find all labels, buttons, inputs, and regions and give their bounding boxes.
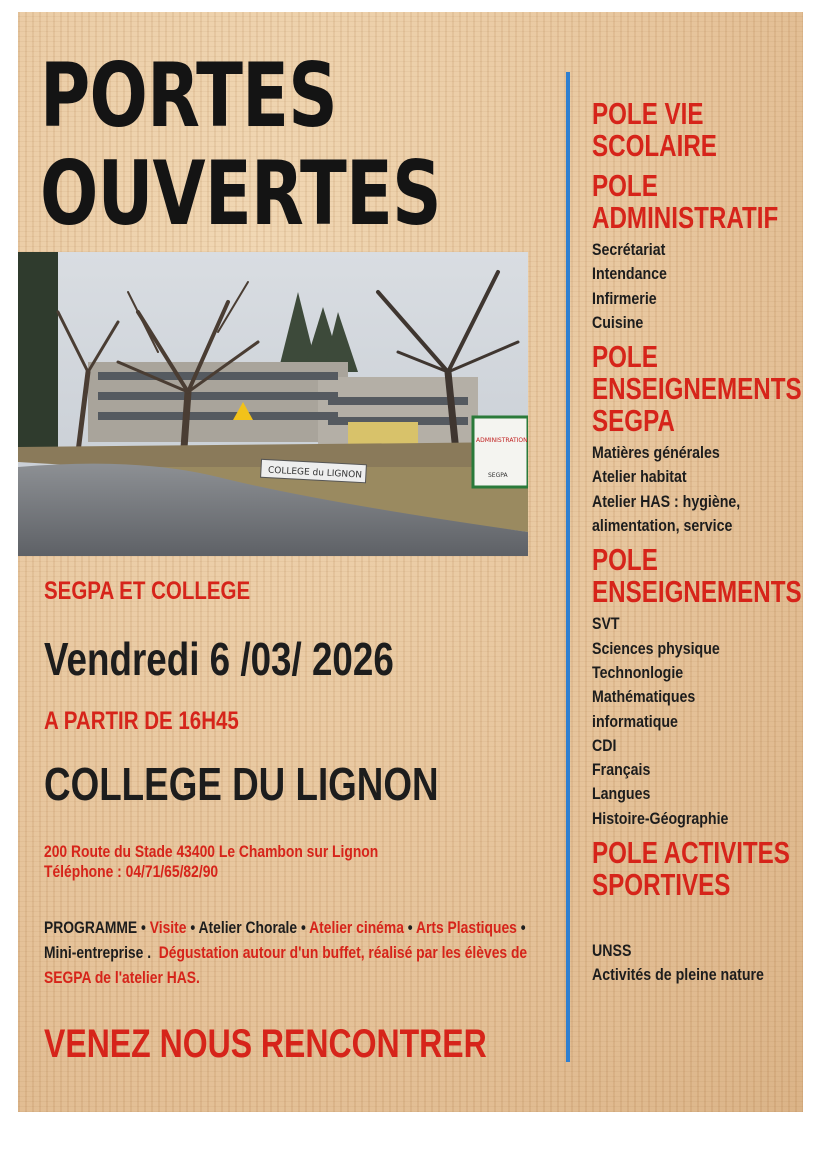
photo-board-title: ADMINISTRATION [476,437,528,444]
list-item: UNSS [592,942,632,961]
venez-heading: VENEZ NOUS RENCONTRER [44,1022,487,1066]
separator: • [186,919,199,937]
poster [18,12,803,1112]
pole-title-line: POLE [592,339,658,375]
pole-title-line: ENSEIGNEMENTS [592,574,802,610]
list-item: Histoire-Géographie [592,809,729,828]
separator: • [297,919,310,937]
pole-activites-sportives [592,837,803,988]
pole-title-line: SPORTIVES [592,867,731,903]
list-item: Sciences physique [592,639,720,658]
list-item: Technonlogie [592,663,684,682]
poles-column [592,98,803,994]
pole-title-line: SEGPA [592,403,675,439]
list-item: Cuisine [592,313,644,332]
programme-cinema: Atelier cinéma [309,919,404,937]
programme-text [44,916,540,991]
programme-chorale: Atelier Chorale [198,919,298,937]
pole-title-line: POLE [592,542,658,578]
pole-enseignements [592,544,803,831]
list-item: alimentation, service [592,517,733,536]
pole-enseignements-segpa [592,341,803,538]
pole-vie-scolaire [592,98,803,162]
blue-divider [566,72,570,1062]
pole-title-line: POLE ACTIVITES [592,835,790,871]
pole-title-line: POLE VIE [592,96,704,131]
photo-board-sub: SEGPA [488,472,508,479]
programme-label: PROGRAMME [44,919,138,937]
list-item: Infirmerie [592,289,657,308]
separator: • [516,919,526,937]
college-name: COLLEGE DU LIGNON [44,758,439,810]
list-item: SVT [592,615,620,634]
programme-visite: Visite [149,919,187,937]
list-item: CDI [592,736,617,755]
list-item: Matières générales [592,444,720,463]
college-photo [18,252,528,556]
pole-title-line: ENSEIGNEMENTS [592,371,802,407]
title-line-2: OUVERTES [40,142,441,245]
list-item: Atelier HAS : hygiène, [592,492,741,511]
phone: Téléphone : 04/71/65/82/90 [44,863,219,881]
programme-arts: Arts Plastiques [415,919,517,937]
pole-title-line: ADMINISTRATIF [592,200,779,235]
list-item: Atelier habitat [592,468,687,487]
list-item: Secrétariat [592,241,666,259]
pole-administratif [592,170,803,335]
separator: • [403,919,416,937]
list-item: Mathématiques [592,688,696,707]
list-item: informatique [592,712,678,731]
photo-sign-text: COLLEGE du LIGNON [267,465,363,481]
separator: • [137,919,150,937]
programme-degustation: Dégustation autour d'un buffet, réalisé par les élèves de SEGPA de l'atelier HAS. [44,944,528,987]
start-time: A PARTIR DE 16H45 [44,707,239,735]
list-item: Langues [592,785,651,804]
segpa-college-heading: SEGPA ET COLLEGE [44,577,251,605]
event-date: Vendredi 6 /03/ 2026 [44,633,394,685]
list-item: Intendance [592,265,667,284]
pole-title-line: SCOLAIRE [592,128,717,163]
address: 200 Route du Stade 43400 Le Chambon sur Lignon [44,843,379,861]
list-item: Français [592,761,651,780]
list-item: Activités de pleine nature [592,966,764,985]
pole-title-line: POLE [592,168,658,203]
programme-mini: Mini-entreprise . [44,944,152,962]
title-line-1: PORTES [40,44,337,147]
